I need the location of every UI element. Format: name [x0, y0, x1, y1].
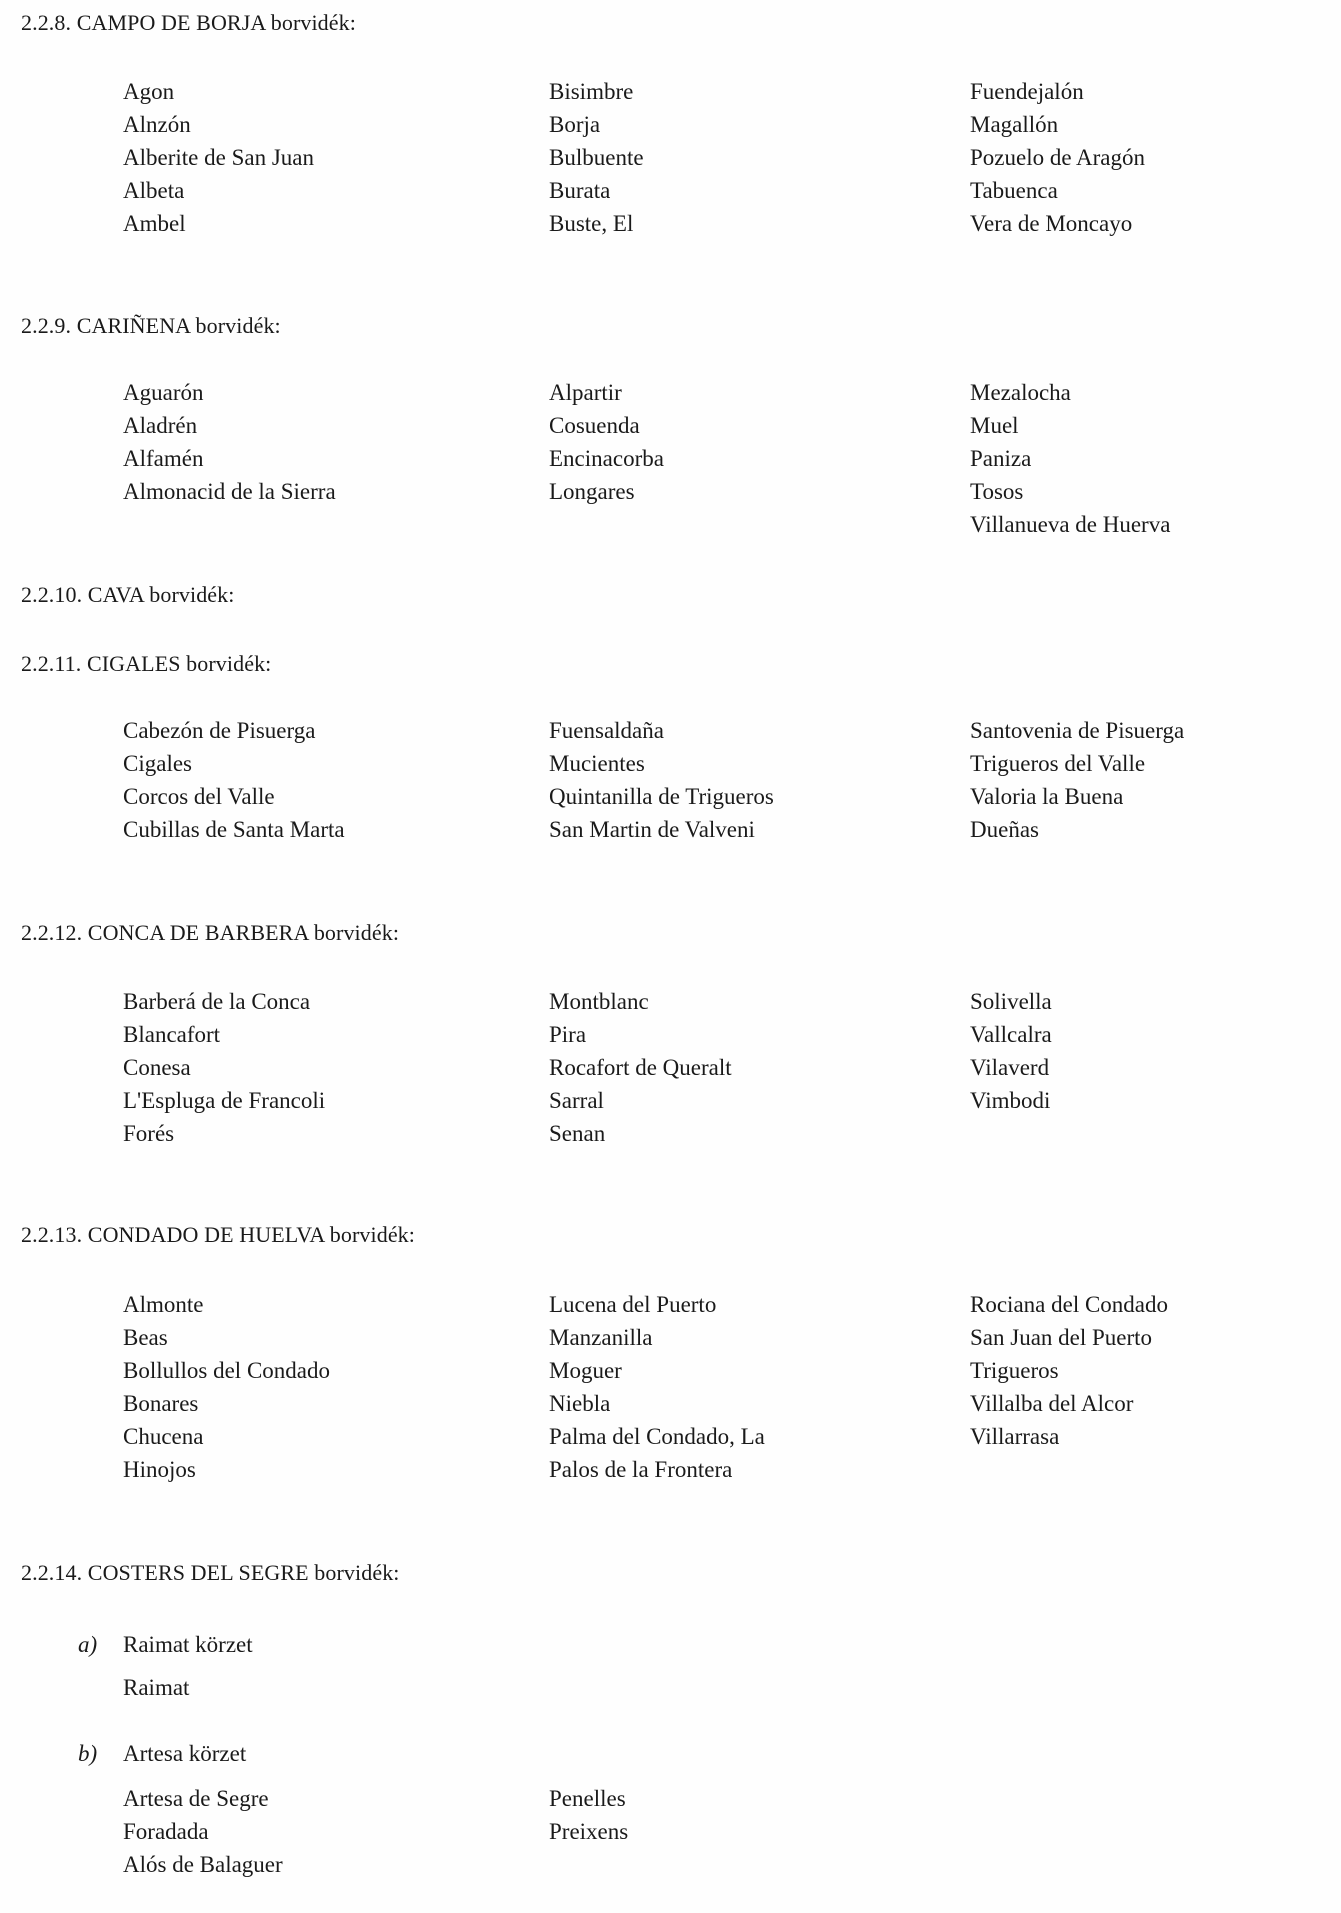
- municipality: L'Espluga de Francoli: [123, 1088, 326, 1113]
- municipality: Dueñas: [970, 817, 1039, 842]
- municipality: Alfamén: [123, 446, 204, 471]
- municipality: Conesa: [123, 1055, 191, 1080]
- municipality: Cubillas de Santa Marta: [123, 817, 345, 842]
- municipality: Vallcalra: [970, 1022, 1052, 1047]
- municipality: Magallón: [970, 112, 1059, 137]
- municipality-column-3: [970, 1288, 1168, 1453]
- municipality: Valoria la Buena: [970, 784, 1124, 809]
- municipality-column-1: [123, 714, 345, 846]
- municipality: Trigueros: [970, 1358, 1059, 1383]
- municipality: Longares: [549, 479, 635, 504]
- municipality: Hinojos: [123, 1457, 196, 1482]
- municipality: Vilaverd: [970, 1055, 1050, 1080]
- municipality: Albeta: [123, 178, 185, 203]
- municipality-column-3: [970, 376, 1170, 541]
- municipality: San Martin de Valveni: [549, 817, 755, 842]
- municipality: Quintanilla de Trigueros: [549, 784, 774, 809]
- section-heading: 2.2.11. CIGALES borvidék:: [21, 651, 272, 676]
- municipality: Raimat: [123, 1675, 190, 1700]
- municipality: Paniza: [970, 446, 1032, 471]
- municipality-column-2: [549, 1782, 628, 1848]
- municipality: Bulbuente: [549, 145, 644, 170]
- municipality: Pozuelo de Aragón: [970, 145, 1146, 170]
- municipality-column-1: [123, 1288, 330, 1486]
- municipality: Pira: [549, 1022, 587, 1047]
- subsection-marker: b): [78, 1741, 98, 1766]
- municipality: Villanueva de Huerva: [970, 512, 1171, 537]
- municipality-column-2: [549, 75, 644, 240]
- municipality-column-2: [549, 376, 664, 508]
- municipality: Cabezón de Pisuerga: [123, 718, 316, 743]
- municipality: Villalba del Alcor: [970, 1391, 1134, 1416]
- section-heading: 2.2.12. CONCA DE BARBERA borvidék:: [21, 920, 400, 945]
- municipality: Niebla: [549, 1391, 611, 1416]
- subsection-title: Raimat körzet: [123, 1632, 253, 1657]
- municipality: Vera de Moncayo: [970, 211, 1133, 236]
- municipality: Tosos: [970, 479, 1024, 504]
- municipality-column-1: [123, 75, 314, 240]
- municipality: Penelles: [549, 1786, 626, 1811]
- municipality-column-3: [970, 985, 1052, 1117]
- municipality: Bollullos del Condado: [123, 1358, 330, 1383]
- municipality: Lucena del Puerto: [549, 1292, 717, 1317]
- municipality: Muel: [970, 413, 1019, 438]
- section-heading: 2.2.14. COSTERS DEL SEGRE borvidék:: [21, 1560, 400, 1585]
- municipality-column-3: [970, 714, 1184, 846]
- municipality-column-1: [123, 1782, 283, 1881]
- municipality: Manzanilla: [549, 1325, 653, 1350]
- municipality: Chucena: [123, 1424, 204, 1449]
- municipality: Ambel: [123, 211, 186, 236]
- municipality: Mezalocha: [970, 380, 1071, 405]
- municipality: Preixens: [549, 1819, 629, 1844]
- municipality: Santovenia de Pisuerga: [970, 718, 1185, 743]
- municipality-column-1: [123, 376, 336, 508]
- municipality: Forés: [123, 1121, 175, 1146]
- municipality: Alpartir: [549, 380, 622, 405]
- municipality-column-2: [549, 985, 732, 1150]
- municipality: Bisimbre: [549, 79, 634, 104]
- municipality: Foradada: [123, 1819, 209, 1844]
- municipality: Blancafort: [123, 1022, 221, 1047]
- municipality: Artesa de Segre: [123, 1786, 269, 1811]
- municipality: Bonares: [123, 1391, 199, 1416]
- municipality: Moguer: [549, 1358, 622, 1383]
- municipality: Alós de Balaguer: [123, 1852, 283, 1877]
- municipality: Rociana del Condado: [970, 1292, 1169, 1317]
- municipality: Aguarón: [123, 380, 204, 405]
- municipality: Almonte: [123, 1292, 204, 1317]
- municipality-column-2: [549, 714, 774, 846]
- municipality-column-3: [970, 75, 1145, 240]
- subsection-heading: [78, 1628, 253, 1661]
- municipality: Beas: [123, 1325, 168, 1350]
- municipality: Alnzón: [123, 112, 191, 137]
- municipality: Burata: [549, 178, 611, 203]
- municipality: Montblanc: [549, 989, 649, 1014]
- municipality: Cigales: [123, 751, 192, 776]
- municipality: Mucientes: [549, 751, 645, 776]
- municipality: Buste, El: [549, 211, 634, 236]
- municipality: San Juan del Puerto: [970, 1325, 1153, 1350]
- municipality: Vimbodi: [970, 1088, 1051, 1113]
- municipality: Sarral: [549, 1088, 604, 1113]
- municipality: Senan: [549, 1121, 606, 1146]
- subsection-title: Artesa körzet: [123, 1741, 247, 1766]
- section-heading: 2.2.8. CAMPO DE BORJA borvidék:: [21, 10, 356, 35]
- section-heading: 2.2.10. CAVA borvidék:: [21, 582, 235, 607]
- subsection-heading: [78, 1737, 246, 1770]
- municipality: Alberite de San Juan: [123, 145, 314, 170]
- municipality: Agon: [123, 79, 175, 104]
- municipality: Borja: [549, 112, 601, 137]
- municipality: Palma del Condado, La: [549, 1424, 765, 1449]
- subsection-marker: a): [78, 1632, 98, 1657]
- section-heading: 2.2.9. CARIÑENA borvidék:: [21, 313, 281, 338]
- municipality: Rocafort de Queralt: [549, 1055, 732, 1080]
- municipality-column-1: [123, 985, 325, 1150]
- municipality: Aladrén: [123, 413, 198, 438]
- municipality: Cosuenda: [549, 413, 640, 438]
- municipality: Fuendejalón: [970, 79, 1084, 104]
- municipality: Palos de la Frontera: [549, 1457, 733, 1482]
- municipality: Almonacid de la Sierra: [123, 479, 336, 504]
- municipality: Tabuenca: [970, 178, 1058, 203]
- municipality: Solivella: [970, 989, 1052, 1014]
- section-heading: 2.2.13. CONDADO DE HUELVA borvidék:: [21, 1222, 415, 1247]
- municipality: Fuensaldaña: [549, 718, 664, 743]
- municipality: Barberá de la Conca: [123, 989, 311, 1014]
- municipality-column-2: [549, 1288, 765, 1486]
- municipality: Corcos del Valle: [123, 784, 275, 809]
- municipality: Trigueros del Valle: [970, 751, 1146, 776]
- municipality: Villarrasa: [970, 1424, 1060, 1449]
- municipality: Encinacorba: [549, 446, 664, 471]
